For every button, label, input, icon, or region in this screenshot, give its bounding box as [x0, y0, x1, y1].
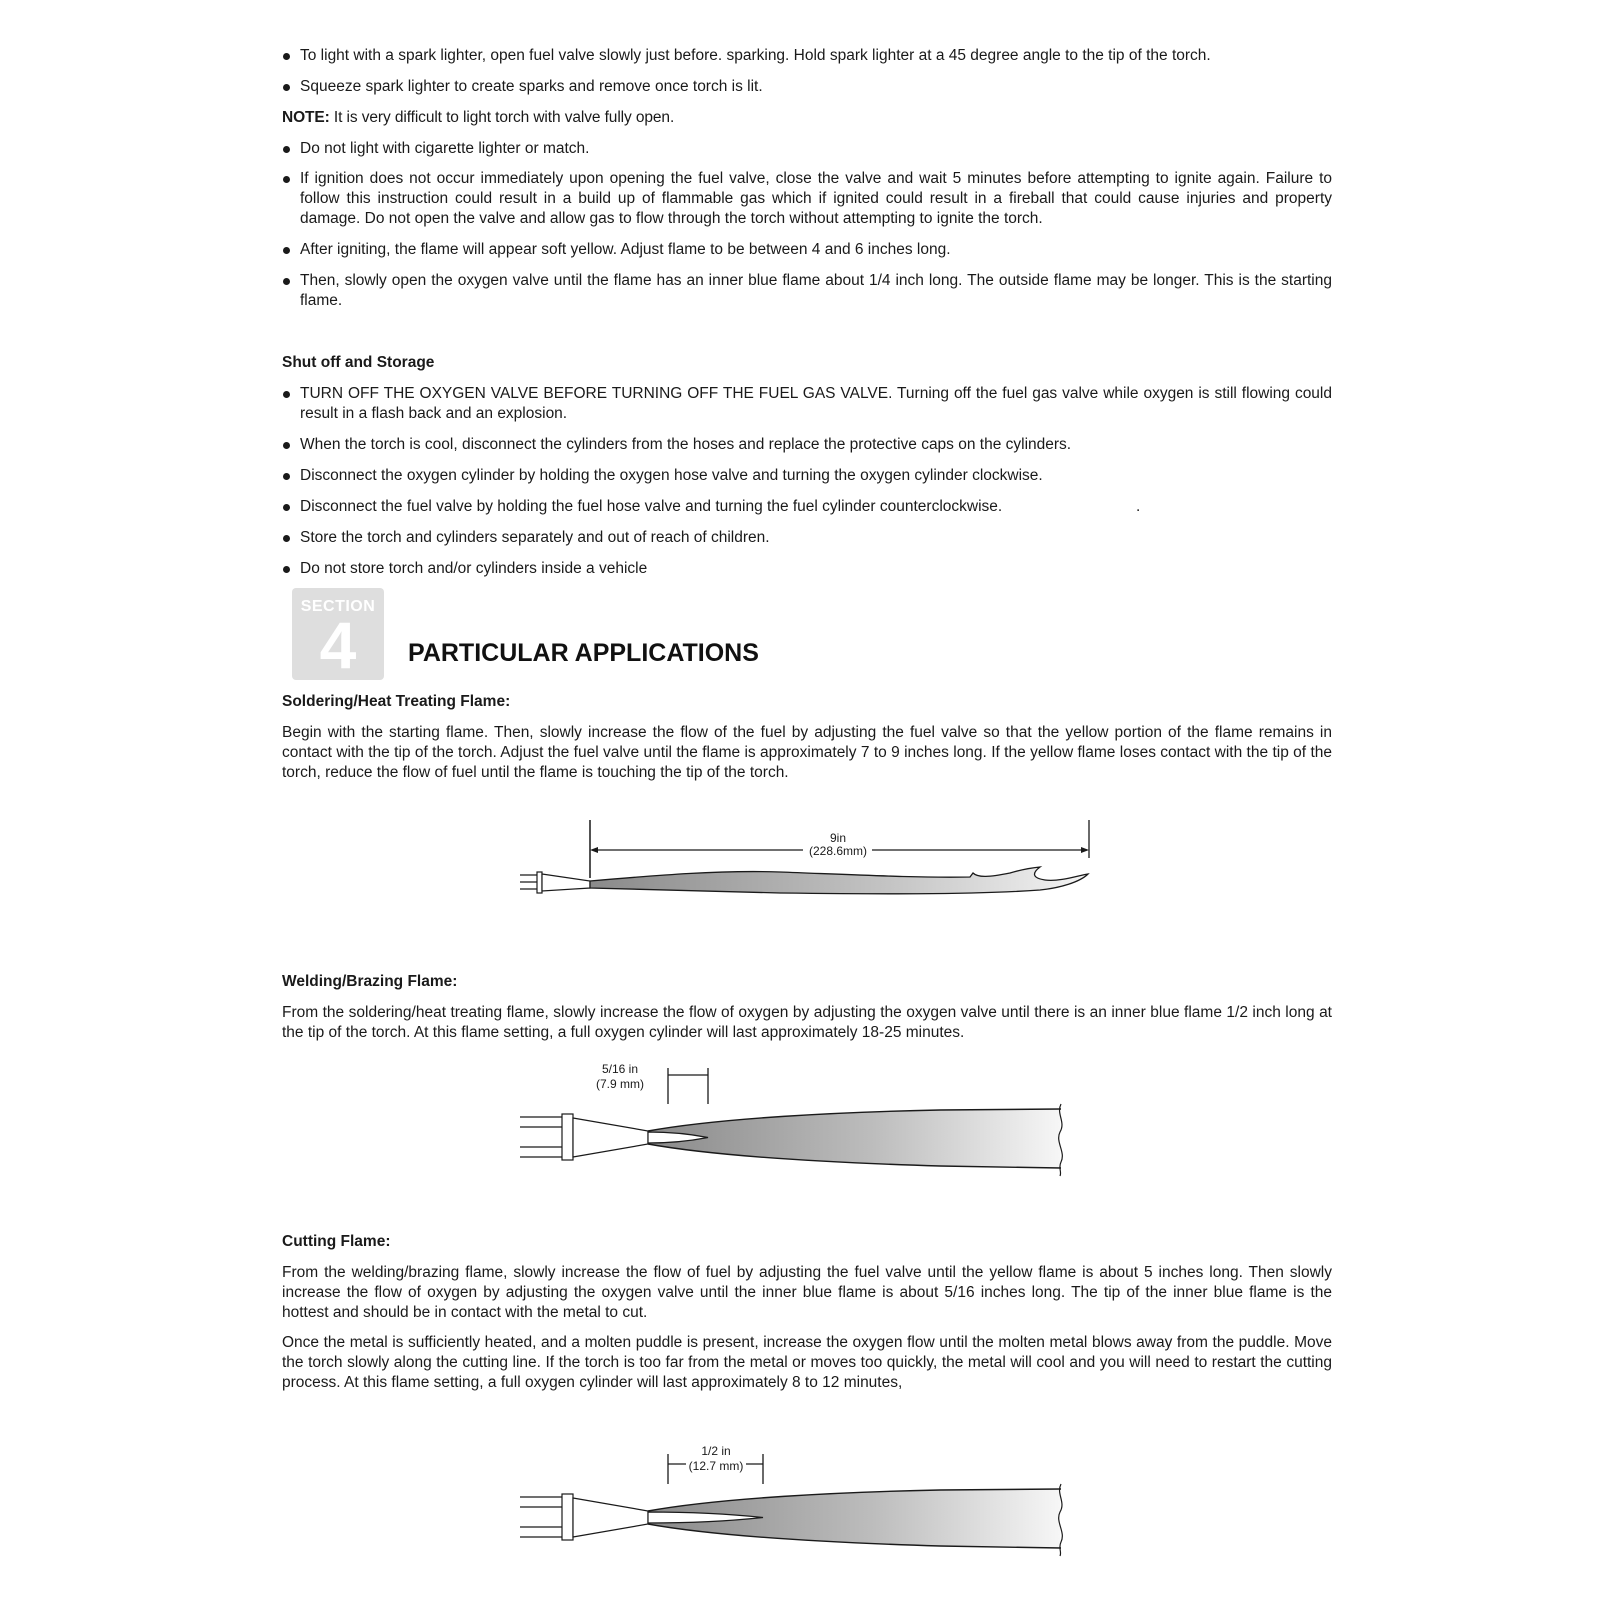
- bullet-text: Then, slowly open the oxygen valve until the flame has an inner blue flame about 1/4 inch long. The outside flame may be longer. This is the starting flame.: [300, 272, 1332, 309]
- note-label: NOTE:: [282, 109, 330, 126]
- bullet-item: [282, 384, 1332, 424]
- section-badge: [292, 588, 384, 680]
- bullet-dot-icon: [283, 566, 290, 573]
- bullet-text: After igniting, the flame will appear soft yellow. Adjust flame to be between 4 and 6 inches long.: [300, 241, 951, 258]
- bullet-dot-icon: [283, 53, 290, 60]
- bullet-text: Disconnect the fuel valve by holding the fuel hose valve and turning the fuel cylinder counterclockwise.: [300, 498, 1003, 515]
- flame-shape: [590, 867, 1088, 894]
- bullet-dot-icon: [283, 247, 290, 254]
- bullet-text: When the torch is cool, disconnect the cylinders from the hoses and replace the protective caps on the cylinders.: [300, 436, 1072, 453]
- bullet-dot-icon: [283, 84, 290, 91]
- bullet-dot-icon: [283, 473, 290, 480]
- bullet-text: TURN OFF THE OXYGEN VALVE BEFORE TURNING OFF THE FUEL GAS VALVE. Turning off the fuel gas valve while oxygen is still flowing could result in a flash back and an explosion.: [300, 385, 1332, 422]
- dimension-label-mm: (7.9 mm): [596, 1077, 644, 1091]
- bullet-dot-icon: [283, 278, 290, 285]
- bullet-item: [282, 559, 1322, 579]
- bullet-item: [282, 240, 1322, 260]
- cutting-heading: Cutting Flame:: [282, 1233, 391, 1250]
- stray-period: .: [1136, 498, 1141, 515]
- outer-flame-shape: [648, 1109, 1060, 1168]
- torch-tip-icon: [520, 1114, 648, 1160]
- cutting-text-1: From the welding/brazing flame, slowly increase the flow of fuel by adjusting the fuel valve until the yellow flame is about 5 inches long. Then slowly increase the flow of oxygen by adjusting the oxygen valve until the inner blue flame is about 5/16 inches long. The tip of the inner blue flame is the hottest and should be in contact with the metal to cut.: [282, 1264, 1332, 1321]
- bullet-dot-icon: [283, 535, 290, 542]
- bullet-item: [282, 271, 1332, 311]
- dimension-label-in: 9in: [829, 831, 847, 845]
- soldering-text: Begin with the starting flame. Then, slowly increase the flow of the fuel by adjusting the fuel valve so that the yellow portion of the flame remains in contact with the tip of the torch. Adjust the fuel valve until the flame is approximately 7 to 9 inches long. If the yellow flame loses contact with the tip of the torch, reduce the flow of fuel until the flame is touching the tip of the torch.: [282, 724, 1332, 781]
- note-text: It is very difficult to light torch with valve fully open.: [329, 109, 675, 126]
- section-number: 4: [319, 608, 357, 682]
- section-label: SECTION: [300, 598, 376, 615]
- bullet-text: Store the torch and cylinders separately and out of reach of children.: [300, 529, 770, 546]
- welding-heading: Welding/Brazing Flame:: [282, 973, 458, 990]
- bullet-dot-icon: [283, 391, 290, 398]
- bullet-item: [282, 528, 1322, 548]
- dimension-label-mm: (228.6mm): [808, 844, 868, 858]
- dimension-label-in: 5/16 in: [601, 1062, 639, 1076]
- bullet-item: [282, 497, 1322, 517]
- dimension-label-in: 1/2 in: [701, 1444, 731, 1458]
- bullet-item: [282, 77, 1322, 97]
- bullet-text: Do not store torch and/or cylinders inside a vehicle: [300, 560, 648, 577]
- bullet-item: [282, 46, 1322, 66]
- welding-text: From the soldering/heat treating flame, slowly increase the flow of oxygen by adjusting the oxygen valve until there is an inner blue flame 1/2 inch long at the tip of the torch. At this flame setting, a full oxygen cylinder will last approximately 18-25 minutes.: [282, 1004, 1332, 1041]
- bullet-dot-icon: [283, 176, 290, 183]
- dimension-label-mm: (12.7 mm): [688, 1459, 744, 1473]
- bullet-dot-icon: [283, 146, 290, 153]
- bullet-item: [282, 169, 1332, 229]
- bullet-text: Disconnect the oxygen cylinder by holding the oxygen hose valve and turning the oxygen cylinder clockwise.: [300, 467, 1043, 484]
- bullet-text: Do not light with cigarette lighter or match.: [300, 140, 590, 157]
- bullet-item: [282, 139, 1322, 159]
- bullet-dot-icon: [283, 504, 290, 511]
- torch-tip-icon: [520, 1494, 648, 1540]
- soldering-flame-diagram: [520, 820, 1100, 920]
- cutting-text-2: Once the metal is sufficiently heated, and a molten puddle is present, increase the oxygen flow until the molten metal blows away from the puddle. Move the torch slowly along the cutting line. If the torch is too far from the metal or moves too quickly, the metal will cool and you will need to restart the cutting process. At this flame setting, a full oxygen cylinder will last approximately 8 to 12 minutes,: [282, 1334, 1332, 1391]
- section-title: PARTICULAR APPLICATIONS: [408, 639, 759, 667]
- shutoff-heading: Shut off and Storage: [282, 354, 435, 371]
- bullet-text: Squeeze spark lighter to create sparks and remove once torch is lit.: [300, 78, 763, 95]
- soldering-heading: Soldering/Heat Treating Flame:: [282, 693, 511, 710]
- bullet-text: To light with a spark lighter, open fuel valve slowly just before. sparking. Hold spark lighter at a 45 degree angle to the tip of the torch.: [300, 47, 1211, 64]
- cutting-flame-diagram: [520, 1440, 1100, 1560]
- torch-tip-icon: [520, 872, 590, 893]
- bullet-item: [282, 435, 1322, 455]
- note: [282, 108, 674, 128]
- bullet-text: If ignition does not occur immediately upon opening the fuel valve, close the valve and wait 5 minutes before attempting to ignite again. Failure to follow this instruction could result in a build up of flammable gas which if ignited could result in a fireball that could cause injuries and property damage. Do not open the valve and allow gas to flow through the torch without attempting to ignite the torch.: [300, 170, 1332, 227]
- bullet-dot-icon: [283, 442, 290, 449]
- bullet-item: [282, 466, 1322, 486]
- welding-flame-diagram: [520, 1060, 1100, 1180]
